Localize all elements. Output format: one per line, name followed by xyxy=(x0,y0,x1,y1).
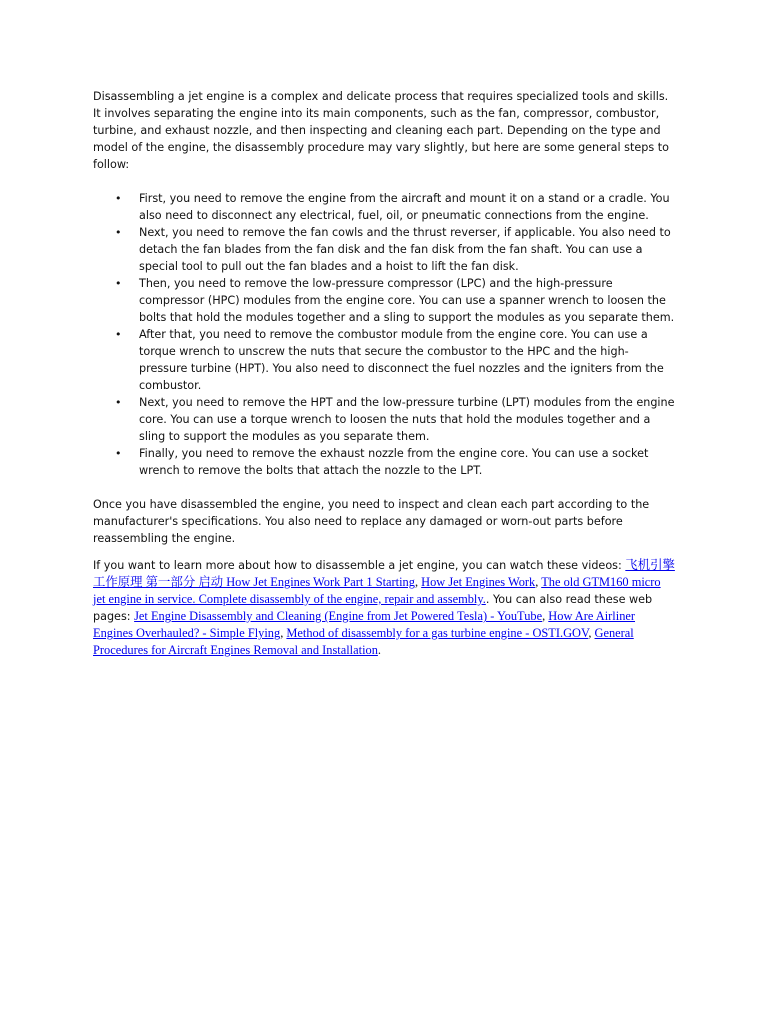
bullet-icon: • xyxy=(115,277,122,290)
bullet-icon: • xyxy=(115,396,122,409)
bullet-icon: • xyxy=(115,226,122,239)
step-text: First, you need to remove the engine from the aircraft and mount it on a stand or a cradle. You also need to disconnect any electrical, fuel, oil, or pneumatic connections from the engine. xyxy=(139,192,670,222)
step-text: Next, you need to remove the HPT and the low-pressure turbine (LPT) modules from the engine core. You can use a torque wrench to loosen the nuts that hold the modules together and a sling to support the modules as you separate them. xyxy=(139,396,675,443)
separator: , xyxy=(535,575,542,589)
list-item xyxy=(115,224,675,275)
bullet-icon: • xyxy=(115,192,122,205)
separator: , xyxy=(588,626,595,640)
separator: , xyxy=(414,575,422,589)
bullet-icon: • xyxy=(115,328,122,341)
step-text: Next, you need to remove the fan cowls and the thrust reverser, if applicable. You also need to detach the fan blades from the fan disk and the fan disk from the fan shaft. You can use a special tool to pull out the fan blades and a hoist to lift the fan disk. xyxy=(139,226,671,273)
list-item xyxy=(115,445,675,479)
separator: , xyxy=(280,626,287,640)
page-link-1[interactable]: Jet Engine Disassembly and Cleaning (Engine from Jet Powered Tesla) - YouTube xyxy=(134,609,543,623)
list-item xyxy=(115,275,675,326)
page-link-2[interactable]: How Are Airliner Engines Overhauled? - Simple Flying xyxy=(93,609,636,640)
resources-paragraph xyxy=(93,557,675,659)
videos-lead-text: If you want to learn more about how to disassemble a jet engine, you can watch these videos: xyxy=(93,559,626,572)
video-link-3[interactable]: The old GTM160 micro jet engine in service. Complete disassembly of the engine, repair and assembly. xyxy=(93,575,661,606)
separator: , xyxy=(542,609,549,623)
list-item xyxy=(115,326,675,394)
step-text: Finally, you need to remove the exhaust nozzle from the engine core. You can use a socket wrench to remove the bolts that attach the nozzle to the LPT. xyxy=(139,447,649,477)
step-text: Then, you need to remove the low-pressure compressor (LPC) and the high-pressure compressor (HPC) modules from the engine core. You can use a spanner wrench to loosen the bolts that hold the modules together and a sling to support the modules as you separate them. xyxy=(139,277,675,324)
intro-paragraph: Disassembling a jet engine is a complex and delicate process that requires specialized tools and skills. It involves separating the engine into its main components, such as the fan, compressor, combustor, turbine, and exhaust nozzle, and then inspecting and cleaning each part. Depending on the type and model of the engine, the disassembly procedure may vary slightly, but here are some general steps to follow: xyxy=(93,90,669,171)
steps-list xyxy=(93,190,675,479)
end-punctuation: . xyxy=(377,643,382,657)
list-item xyxy=(115,190,675,224)
page-link-3[interactable]: Method of disassembly for a gas turbine engine - OSTI.GOV xyxy=(286,626,589,640)
document-page xyxy=(93,88,675,659)
pages-lead-text: . You can also read these web pages: xyxy=(93,593,653,623)
closing-paragraph: Once you have disassembled the engine, you need to inspect and clean each part according to the manufacturer's specifications. You also need to replace any damaged or worn-out parts before reassembling the engine. xyxy=(93,498,650,545)
page-link-4[interactable]: General Procedures for Aircraft Engines Removal and Installation xyxy=(93,626,634,657)
video-link-2[interactable]: How Jet Engines Work xyxy=(421,575,536,589)
step-text: After that, you need to remove the combustor module from the engine core. You can use a torque wrench to unscrew the nuts that secure the combustor to the HPC and the high-pressure turbine (HPT). You also need to disconnect the fuel nozzles and the igniters from the combustor. xyxy=(139,328,664,392)
list-item xyxy=(115,394,675,445)
bullet-icon: • xyxy=(115,447,122,460)
video-link-1[interactable]: 飞机引擎工作原理 第一部分 启动 How Jet Engines Work Part 1 Starting xyxy=(93,558,675,589)
